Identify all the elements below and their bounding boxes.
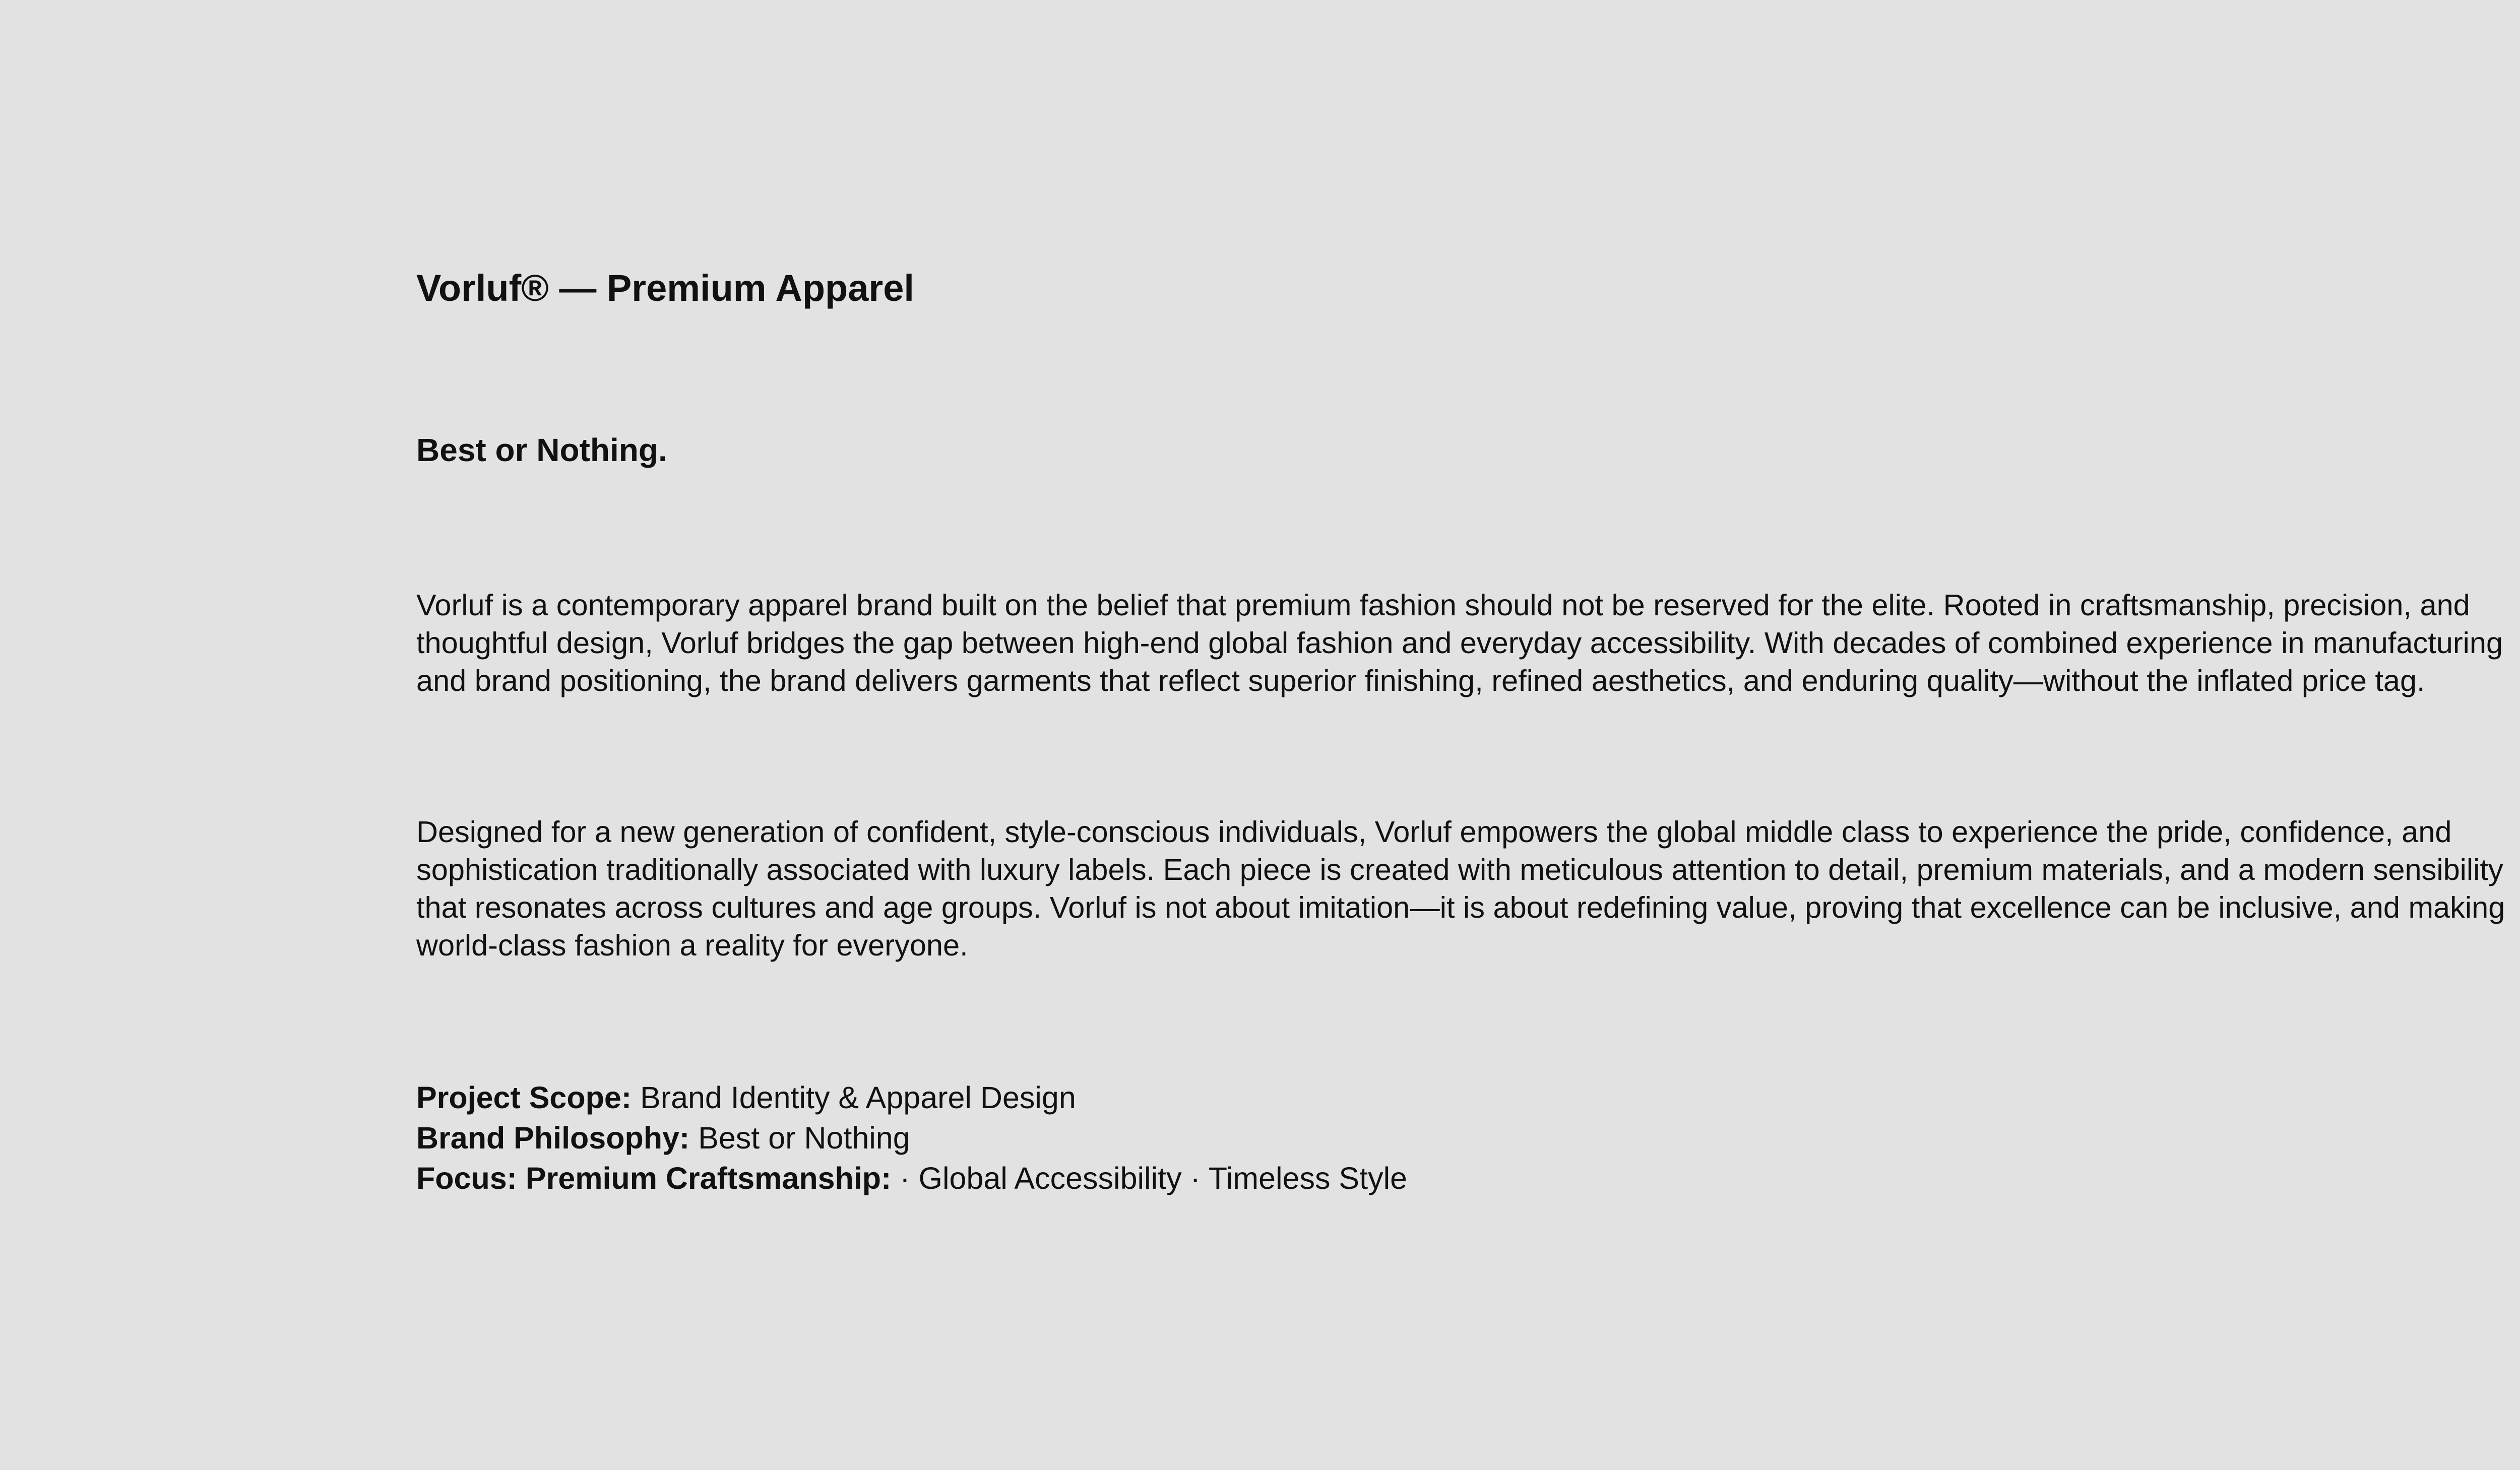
tagline: Best or Nothing.: [416, 432, 667, 468]
project-details: [416, 1077, 1407, 1198]
detail-brand-philosophy: [416, 1118, 1407, 1158]
detail-value: Best or Nothing: [689, 1121, 910, 1155]
page-title: Vorluf® — Premium Apparel: [416, 267, 914, 309]
detail-label: Project Scope:: [416, 1080, 632, 1115]
detail-label: Focus: Premium Craftsmanship:: [416, 1161, 892, 1195]
detail-focus: [416, 1158, 1407, 1198]
brand-description-paragraph: Vorluf is a contemporary apparel brand built on the belief that premium fashion should not be reserved for the elite. Rooted in craftsmanship, precision, and thoughtful design, Vorluf bridges the gap between high-end global fashion and everyday accessibility. With decades of combined experience in manufacturing and brand positioning, the brand delivers garments that reflect superior finishing, refined aesthetics, and enduring quality—without the inflated price tag.: [416, 588, 2503, 697]
detail-label: Brand Philosophy:: [416, 1121, 690, 1155]
brand-mission-paragraph: Designed for a new generation of confident, style-conscious individuals, Vorluf empowers the global middle class to experience the pride, confidence, and sophistication traditionally associated with luxury labels. Each piece is created with meticulous attention to detail, premium materials, and a modern sensibility that resonates across cultures and age groups. Vorluf is not about imitation—it is about redefining value, proving that excellence can be inclusive, and making world-class fashion a reality for everyone.: [416, 815, 2505, 962]
detail-value: · Global Accessibility · Timeless Style: [891, 1161, 1408, 1195]
detail-value: Brand Identity & Apparel Design: [632, 1080, 1076, 1115]
detail-project-scope: [416, 1077, 1407, 1118]
